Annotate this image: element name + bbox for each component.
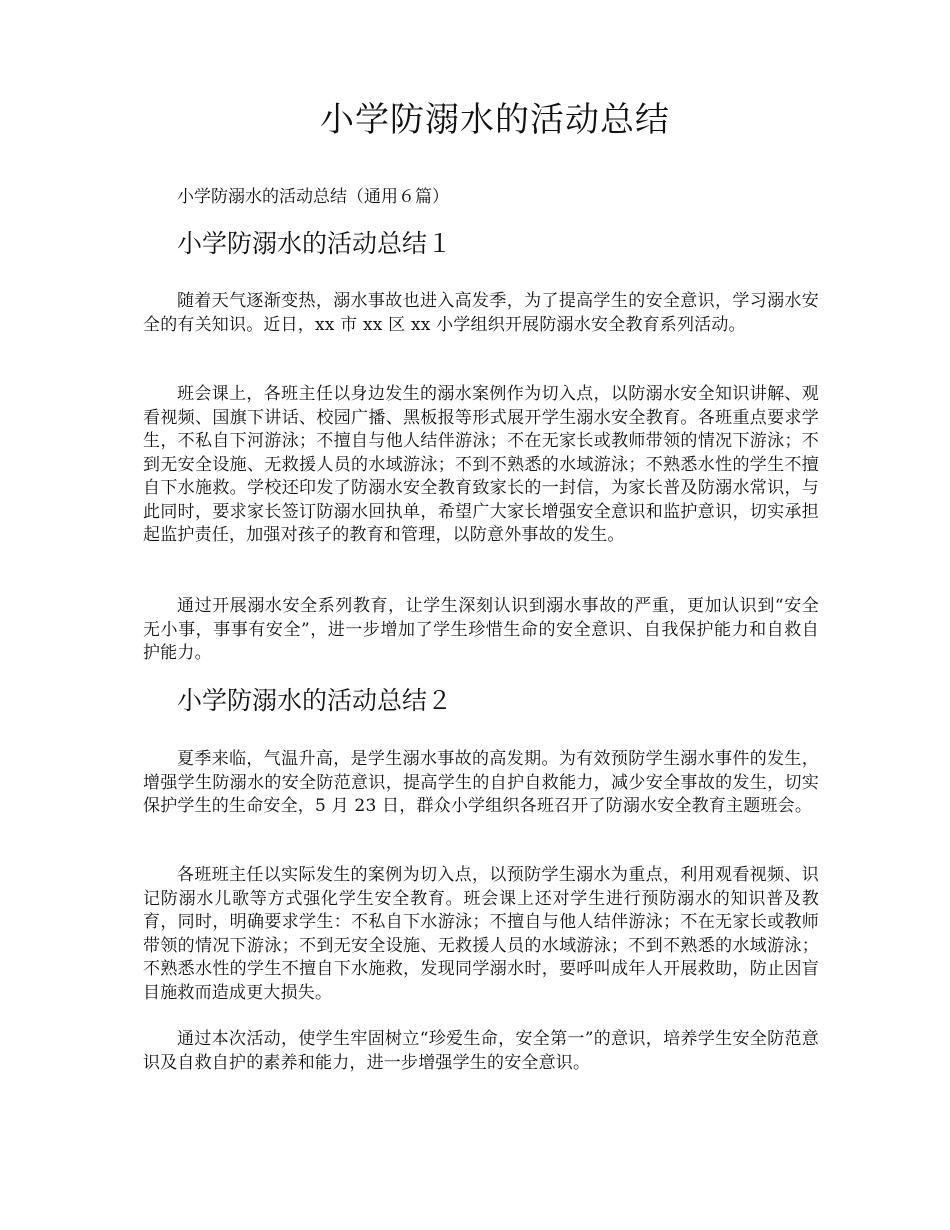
section-2-paragraph-1: 夏季来临，气温升高，是学生溺水事故的高发期。为有效预防学生溺水事件的发生，增强学生防溺水的安全防范意识，提高学生的自护自救能力，减少安全事故的发生，切实保护学生的生命安全，5 月 23 日，群众小学组织各班召开了防溺水安全教育主题班会。 xyxy=(143,749,819,816)
document-title: 小学防溺水的活动总结 xyxy=(320,100,670,140)
section-2-paragraph-2: 各班班主任以实际发生的案例为切入点，以预防学生溺水为重点，利用观看视频、识记防溺水儿歌等方式强化学生安全教育。班会课上还对学生进行预防溺水的知识普及教育，同时，明确要求学生：不私自下水游泳；不擅自与他人结伴游泳；不在无家长或教师带领的情况下游泳；不到无安全设施、无救援人员的水域游泳；不到不熟悉的水域游泳；不熟悉水性的学生不擅自下水施救，发现同学溺水时，要呼叫成年人开展救助，防止因盲目施救而造成更大损失。 xyxy=(143,865,819,1003)
section-1-heading: 小学防溺水的活动总结１ xyxy=(177,229,453,258)
section-2-heading: 小学防溺水的活动总结２ xyxy=(177,686,453,715)
section-2-paragraph-3: 通过本次活动，使学生牢固树立“珍爱生命，安全第一”的意识，培养学生安全防范意识及自救自护的素养和能力，进一步增强学生的安全意识。 xyxy=(143,1029,819,1073)
section-1-paragraph-3: 通过开展溺水安全系列教育，让学生深刻认识到溺水事故的严重，更加认识到“安全无小事，事事有安全”，进一步增加了学生珍惜生命的安全意识、自我保护能力和自救自护能力。 xyxy=(143,596,819,663)
document-subtitle: 小学防溺水的活动总结（通用６篇） xyxy=(177,187,449,207)
section-1-paragraph-2: 班会课上，各班主任以身边发生的溺水案例作为切入点，以防溺水安全知识讲解、观看视频、国旗下讲话、校园广播、黑板报等形式展开学生溺水安全教育。各班重点要求学生，不私自下河游泳；不擅自与他人结伴游泳；不在无家长或教师带领的情况下游泳；不到无安全设施、无救援人员的水域游泳；不到不熟悉的水域游泳；不熟悉水性的学生不擅自下水施救。学校还印发了防溺水安全教育致家长的一封信，为家长普及防溺水常识，与此同时，要求家长签订防溺水回执单，希望广大家长增强安全意识和监护意识，切实承担起监护责任，加强对孩子的教育和管理，以防意外事故的发生。 xyxy=(143,384,819,545)
section-1-paragraph-1: 随着天气逐渐变热，溺水事故也进入高发季，为了提高学生的安全意识，学习溺水安全的有关知识。近日，xx 市 xx 区 xx 小学组织开展防溺水安全教育系列活动。 xyxy=(143,291,819,335)
